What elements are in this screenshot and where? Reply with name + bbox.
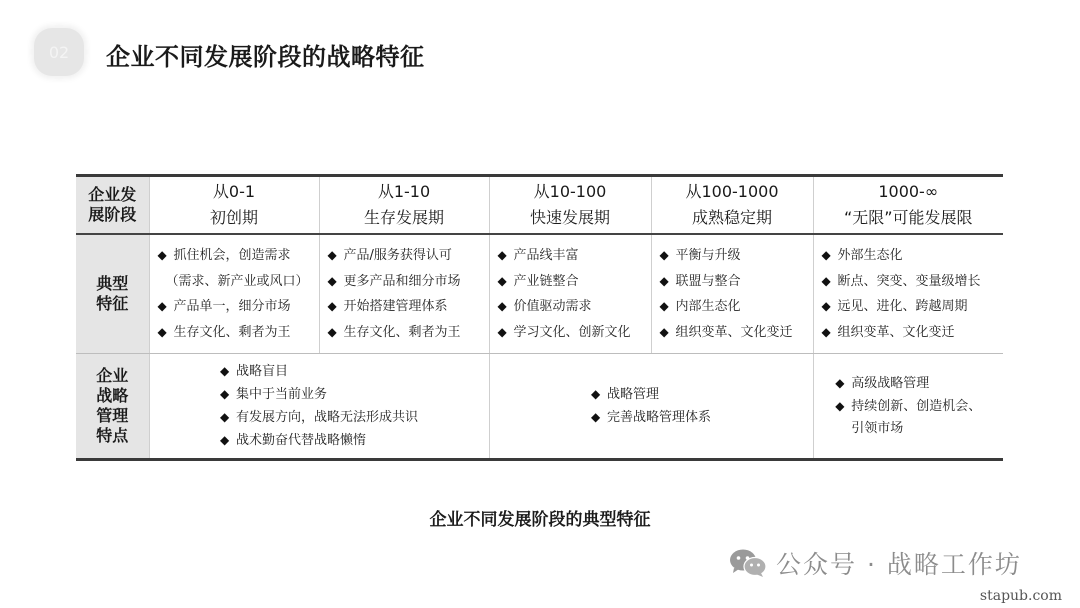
list-item: ◆ 生存文化、剩者为王 xyxy=(328,320,489,346)
list-item: ◆ 组织变革、文化变迁 xyxy=(660,320,813,346)
page-title: 企业不同发展阶段的战略特征 xyxy=(106,43,425,71)
feature-cell xyxy=(149,234,319,354)
list-item: ◆ 有发展方向，战略无法形成共识 xyxy=(220,406,418,429)
diamond-icon: ◆ xyxy=(835,376,845,390)
diamond-icon: ◆ xyxy=(157,248,167,262)
stage-name: “无限”可能发展限 xyxy=(843,208,973,227)
list-item: ◆ 产品/服务获得认可 xyxy=(328,243,489,269)
site-url: stapub.com xyxy=(979,588,1062,604)
stage-header xyxy=(489,176,651,235)
diamond-icon: ◆ xyxy=(659,324,669,339)
diamond-icon: ◆ xyxy=(821,299,831,313)
list-item: ◆ 平衡与升级 xyxy=(660,243,813,269)
stages-table xyxy=(76,174,1003,461)
diamond-icon: ◆ xyxy=(590,387,601,401)
list-item: ◆ 更多产品和细分市场 xyxy=(328,269,489,295)
list-item: （需求、新产业或风口） xyxy=(165,273,309,289)
stage-header xyxy=(813,176,1003,235)
feature-cell xyxy=(319,234,489,354)
list-item: 引领市场 xyxy=(851,421,904,436)
diamond-icon: ◆ xyxy=(327,273,337,288)
list-item: ◆ 战略管理 xyxy=(591,383,711,406)
list-item: ◆ 外部生态化 xyxy=(822,243,1004,269)
slide-number-badge xyxy=(34,28,84,76)
diamond-icon: ◆ xyxy=(659,273,669,288)
list-item: ◆ 集中于当前业务 xyxy=(220,383,418,406)
stage-name: 初创期 xyxy=(209,208,258,227)
row-label-features: 典型特征 xyxy=(76,234,149,354)
list-item: ◆ 断点、突变、变量级增长 xyxy=(822,269,1004,295)
list-item: ◆ 战术勤奋代替战略懒惰 xyxy=(220,429,418,452)
feature-cell xyxy=(489,234,651,354)
stage-range: 从1-10 xyxy=(377,182,431,201)
list-item: ◆ 高级战略管理 xyxy=(835,372,981,395)
strategy-cell xyxy=(813,354,1003,460)
diamond-icon: ◆ xyxy=(497,324,507,339)
list-item: ◆ 抓住机会，创造需求 xyxy=(158,243,319,269)
slide-number: 02 xyxy=(48,42,70,62)
diamond-icon: ◆ xyxy=(327,248,337,262)
strategy-cell xyxy=(149,354,489,460)
list-item: ◆ 产品线丰富 xyxy=(498,243,651,269)
stage-header xyxy=(319,176,489,235)
stage-header-row xyxy=(76,176,1003,235)
list-item: ◆ 组织变革、文化变迁 xyxy=(822,320,1004,346)
list-item: ◆ 生存文化、剩者为王 xyxy=(158,320,319,346)
feature-cell xyxy=(651,234,813,354)
stage-name: 生存发展期 xyxy=(363,208,444,227)
diamond-icon: ◆ xyxy=(219,387,230,401)
diamond-icon: ◆ xyxy=(219,433,230,447)
stage-header xyxy=(149,176,319,235)
diamond-icon: ◆ xyxy=(497,248,507,262)
diamond-icon: ◆ xyxy=(821,248,831,262)
list-item: ◆ 产业链整合 xyxy=(498,269,651,295)
list-item: ◆ 内部生态化 xyxy=(660,294,813,320)
row-label-stage: 企业发展阶段 xyxy=(76,176,149,235)
row-label-strategy: 企业战略管理特点 xyxy=(76,354,149,460)
diamond-icon: ◆ xyxy=(327,299,337,313)
stage-header xyxy=(651,176,813,235)
list-item: ◆ 远见、进化、跨越周期 xyxy=(822,294,1004,320)
diamond-icon: ◆ xyxy=(219,410,230,424)
list-item: ◆ 完善战略管理体系 xyxy=(591,406,711,429)
watermark xyxy=(728,545,1022,581)
stage-name: 成熟稳定期 xyxy=(691,208,772,227)
stage-range: 从100-1000 xyxy=(685,182,779,201)
list-item: ◆ 产品单一，细分市场 xyxy=(158,294,319,320)
diamond-icon: ◆ xyxy=(157,299,167,313)
stage-name: 快速发展期 xyxy=(529,208,610,227)
diamond-icon: ◆ xyxy=(497,273,507,288)
watermark-text: 公众号 · 战略工作坊 xyxy=(776,550,1022,579)
table-caption: 企业不同发展阶段的典型特征 xyxy=(429,510,651,530)
strategy-row xyxy=(76,354,1003,460)
wechat-icon xyxy=(728,548,768,578)
list-item: ◆ 学习文化、创新文化 xyxy=(498,320,651,346)
diamond-icon: ◆ xyxy=(659,248,669,262)
list-item: ◆ 联盟与整合 xyxy=(660,269,813,295)
diamond-icon: ◆ xyxy=(590,410,601,424)
list-item: ◆ 开始搭建管理体系 xyxy=(328,294,489,320)
list-item: ◆ 持续创新、创造机会、 xyxy=(835,395,981,418)
features-row xyxy=(76,234,1003,354)
list-item: ◆ 战略盲目 xyxy=(220,360,418,383)
diamond-icon: ◆ xyxy=(821,324,831,339)
diamond-icon: ◆ xyxy=(327,324,337,339)
list-item: ◆ 价值驱动需求 xyxy=(498,294,651,320)
stage-range: 从0-1 xyxy=(212,182,256,201)
stage-range: 1000-∞ xyxy=(878,182,939,201)
feature-cell xyxy=(813,234,1003,354)
diamond-icon: ◆ xyxy=(821,273,831,288)
diamond-icon: ◆ xyxy=(835,399,845,413)
diamond-icon: ◆ xyxy=(219,364,230,378)
diamond-icon: ◆ xyxy=(157,324,167,339)
diamond-icon: ◆ xyxy=(497,299,507,313)
diamond-icon: ◆ xyxy=(659,299,669,313)
stage-range: 从10-100 xyxy=(533,182,607,201)
strategy-cell xyxy=(489,354,813,460)
